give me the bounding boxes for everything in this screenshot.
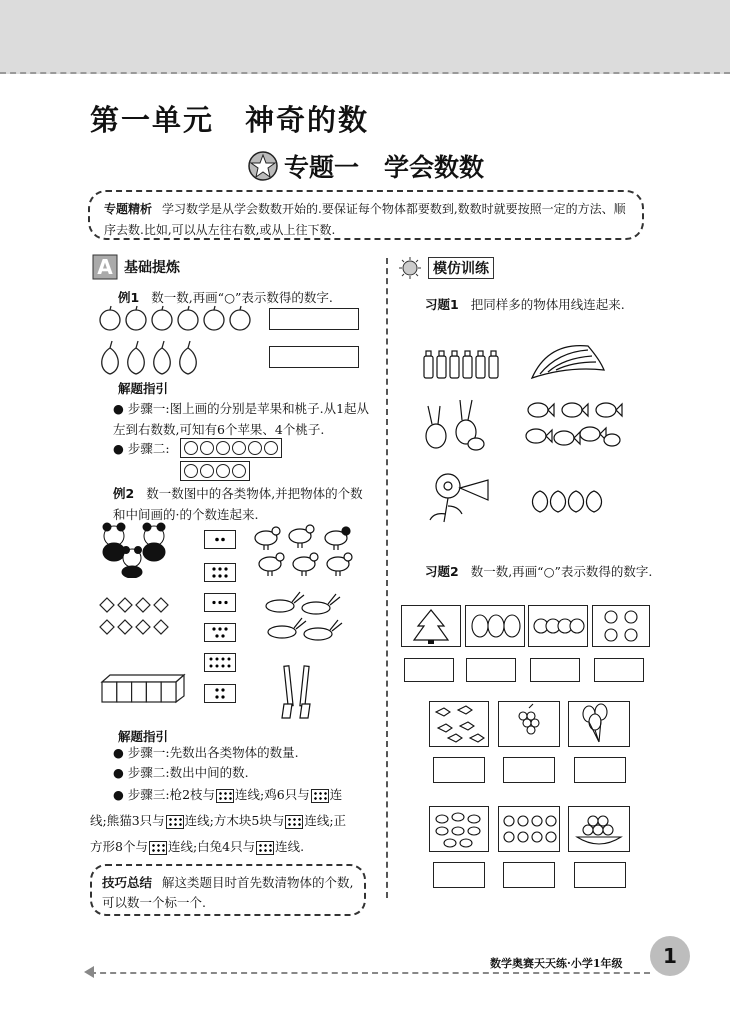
guide1-title: 解题指引 <box>118 381 169 396</box>
block-icon <box>146 682 161 702</box>
answer-box-grapes[interactable] <box>503 757 555 783</box>
peaches-right-illustration <box>530 488 604 514</box>
chicken-icon <box>255 527 280 550</box>
topic-title-text: 专题一 学会数数 <box>284 153 485 182</box>
topic-title <box>248 148 484 184</box>
pic-box-flowers <box>528 605 588 647</box>
fish-icon <box>562 403 588 417</box>
sun-icon <box>398 256 422 280</box>
dot-card-2[interactable] <box>204 530 236 549</box>
dot-card-8[interactable] <box>204 653 236 672</box>
apple-icon <box>230 306 250 330</box>
answer-box-apples-right[interactable] <box>594 658 644 682</box>
exercise2-text: 数一数,再画“○”表示数得的数字. <box>470 564 653 579</box>
unit-title: 第一单元 神奇的数 <box>90 103 370 137</box>
star-badge-icon <box>248 151 278 181</box>
fish-icon <box>596 403 622 417</box>
section-basic-head <box>92 254 180 280</box>
blocks-illustration <box>100 672 186 704</box>
mini-dot-card <box>216 789 234 803</box>
dot-card-4[interactable] <box>204 684 236 703</box>
grapes-icon <box>499 702 559 746</box>
bottle-icon <box>463 351 472 378</box>
peach-icon <box>102 341 119 374</box>
rabbit-icon <box>468 438 484 450</box>
fish-icon <box>430 807 488 851</box>
example1-label: 例1 <box>118 290 140 305</box>
fish-icon <box>554 431 580 445</box>
square-icon <box>136 598 150 612</box>
block-icon <box>102 682 117 702</box>
dot-card-3[interactable] <box>204 593 236 612</box>
block-icon <box>161 682 176 702</box>
fish-icon <box>604 434 620 446</box>
page-number: 1 <box>650 936 690 976</box>
section-a-icon <box>92 254 118 280</box>
rabbits-illustration <box>262 590 346 646</box>
peaches-illustration <box>98 340 208 376</box>
circle-mark <box>200 464 214 478</box>
guide2-step3-line1: ● 步骤三:枪2枝与 连线;鸡6只与 连 <box>113 787 343 802</box>
intro-text: 学习数学是从学会数数开始的.要保证每个物体都要数到,数数时就要按照一定的方法、顺序去数.比如,可以从左往右数,或从上往下数. <box>104 202 626 237</box>
circle-mark <box>216 464 230 478</box>
square-icon <box>100 598 114 612</box>
gun-icon <box>300 666 310 718</box>
guide2-step1: ● 步骤一:先数出各类物体的数量. <box>113 745 299 760</box>
chicken-icon <box>259 553 284 576</box>
apples-illustration <box>98 305 258 333</box>
circle-mark <box>264 441 278 455</box>
apple-icon <box>178 306 198 330</box>
fruit-bowl-icon <box>569 807 629 851</box>
circle-mark <box>232 464 246 478</box>
peach-icon <box>568 491 583 512</box>
example1-text: 数一数,再画“○”表示数得的数字. <box>151 290 333 305</box>
mini-dot-card <box>311 789 329 803</box>
circle-mark <box>248 441 262 455</box>
square-icon <box>154 598 168 612</box>
footer-text: 数学奥赛天天练·小学1年级 <box>490 957 623 970</box>
pic-box-tree <box>401 605 461 647</box>
bottle-icon <box>450 351 459 378</box>
answer-box-tree[interactable] <box>404 658 454 682</box>
section-badge-letter: A <box>97 255 113 279</box>
apple-icon <box>152 306 172 330</box>
peach-icon <box>550 491 565 512</box>
dot-card-6[interactable] <box>204 563 236 582</box>
apple-icon <box>100 306 120 330</box>
answer-box-fish2[interactable] <box>433 862 485 888</box>
chicken-icon <box>289 525 314 548</box>
guide2-step2: ● 步骤二:数出中间的数. <box>113 765 249 780</box>
tree-icon <box>402 606 460 646</box>
balloon-icon <box>569 702 629 746</box>
tip-summary-box <box>90 864 366 916</box>
guide2-step3-line2: 线;熊猫3只与 连线;方木块5块与 连线;正 <box>90 813 347 828</box>
mini-dot-card <box>285 815 303 829</box>
apple-icon <box>593 606 649 646</box>
block-icon <box>132 682 147 702</box>
bottles-illustration <box>422 350 504 380</box>
exercise2-label: 习题2 <box>425 564 459 579</box>
chicken-icon <box>325 527 350 550</box>
circles-four <box>180 461 250 481</box>
pic-box-ducks <box>498 806 560 852</box>
rabbits-right-illustration <box>420 396 492 452</box>
shells-illustration <box>528 340 608 384</box>
peach-icon <box>586 491 601 512</box>
circle-mark <box>184 441 198 455</box>
pic-box-grapes <box>498 701 560 747</box>
dot-card-5[interactable] <box>204 623 236 642</box>
rabbit-icon <box>268 618 306 638</box>
mini-dot-card <box>166 815 184 829</box>
chicken-icon <box>293 553 318 576</box>
exercise1 <box>425 294 685 315</box>
answer-box-fruit-bowl[interactable] <box>574 862 626 888</box>
example2 <box>113 483 375 525</box>
apple-icon <box>126 306 146 330</box>
pic-box-fish <box>465 605 525 647</box>
bottle-icon <box>424 351 433 378</box>
circle-mark <box>232 441 246 455</box>
fish-icon <box>526 429 552 443</box>
guide2-title: 解题指引 <box>118 729 169 744</box>
square-icon <box>118 598 132 612</box>
tip-label: 技巧总结 <box>102 875 153 890</box>
peach-icon <box>154 341 171 374</box>
rabbit-icon <box>304 620 342 640</box>
square-icon <box>136 620 150 634</box>
rabbit-icon <box>302 594 340 614</box>
square-icon <box>100 620 114 634</box>
pandas-illustration <box>98 522 176 578</box>
fish-icon <box>580 427 606 441</box>
circle-mark <box>200 441 214 455</box>
pic-box-fruit-bowl <box>568 806 630 852</box>
peach-icon <box>532 491 547 512</box>
gun-icon <box>282 666 293 718</box>
pic-box-fish2 <box>429 806 489 852</box>
rabbit-icon <box>456 400 476 444</box>
apple-icon <box>204 306 224 330</box>
guide2-step3-line3: 方形8个与 连线;白兔4只与 连线. <box>90 839 305 854</box>
panda-icon <box>122 547 142 579</box>
example2-text: 数一数图中的各类物体,并把物体的个数和中间画的·的个数连起来. <box>113 486 363 522</box>
bottle-icon <box>437 351 446 378</box>
circles-six <box>180 438 282 458</box>
guide1-step1: ● 步骤一:图上画的分别是苹果和桃子.从1起从左到右数数,可知有6个苹果、4个桃子. <box>113 401 370 437</box>
block-icon <box>117 682 132 702</box>
panda-icon <box>103 523 125 561</box>
footer-divider <box>90 972 650 974</box>
answer-box-peaches[interactable] <box>269 346 359 368</box>
rabbit-icon <box>426 406 446 448</box>
chicken-icon <box>327 553 352 576</box>
section-basic-title: 基础提炼 <box>124 260 180 276</box>
duck-icon <box>499 807 559 851</box>
squares-illustration <box>98 596 178 638</box>
pic-box-balloons <box>568 701 630 747</box>
answer-box-apples[interactable] <box>269 308 359 330</box>
square-icon <box>118 620 132 634</box>
answer-box-birds[interactable] <box>433 757 485 783</box>
peach-icon <box>180 341 197 374</box>
header-band <box>0 0 730 74</box>
panda-icon <box>143 523 165 561</box>
exercise1-text: 把同样多的物体用线连起来. <box>470 297 625 312</box>
guns-illustration <box>276 664 320 720</box>
flower-icon <box>529 606 587 646</box>
answer-box-balloons[interactable] <box>574 757 626 783</box>
bird-icon <box>430 702 488 746</box>
pic-box-birds <box>429 701 489 747</box>
section-practice-head <box>398 256 494 280</box>
topic-intro-box <box>88 190 644 240</box>
fish-illustration <box>524 398 626 454</box>
answer-box-ducks[interactable] <box>503 862 555 888</box>
answer-box-fish[interactable] <box>466 658 516 682</box>
fish-icon <box>528 403 554 417</box>
section-practice-title: 模仿训练 <box>428 257 494 279</box>
flowers-illustration <box>424 470 494 524</box>
bottle-icon <box>489 351 498 378</box>
intro-label: 专题精析 <box>104 202 153 216</box>
tip-text: 解这类题目时首先数清物体的个数,可以数一个标一个. <box>102 875 354 910</box>
fish-icon <box>466 606 524 646</box>
mini-dot-card <box>256 841 274 855</box>
pic-box-apples <box>592 605 650 647</box>
exercise1-label: 习题1 <box>425 297 459 312</box>
example2-label: 例2 <box>113 486 135 501</box>
exercise2 <box>425 561 661 582</box>
mini-dot-card <box>149 841 167 855</box>
chickens-illustration <box>252 522 358 578</box>
peach-icon <box>128 341 145 374</box>
square-icon <box>154 620 168 634</box>
guide1-step2: ● 步骤二: <box>113 441 170 456</box>
circle-mark <box>216 441 230 455</box>
rabbit-icon <box>266 592 304 612</box>
answer-box-flowers[interactable] <box>530 658 580 682</box>
column-divider <box>386 258 388 898</box>
bottle-icon <box>476 351 485 378</box>
circle-mark <box>184 464 198 478</box>
